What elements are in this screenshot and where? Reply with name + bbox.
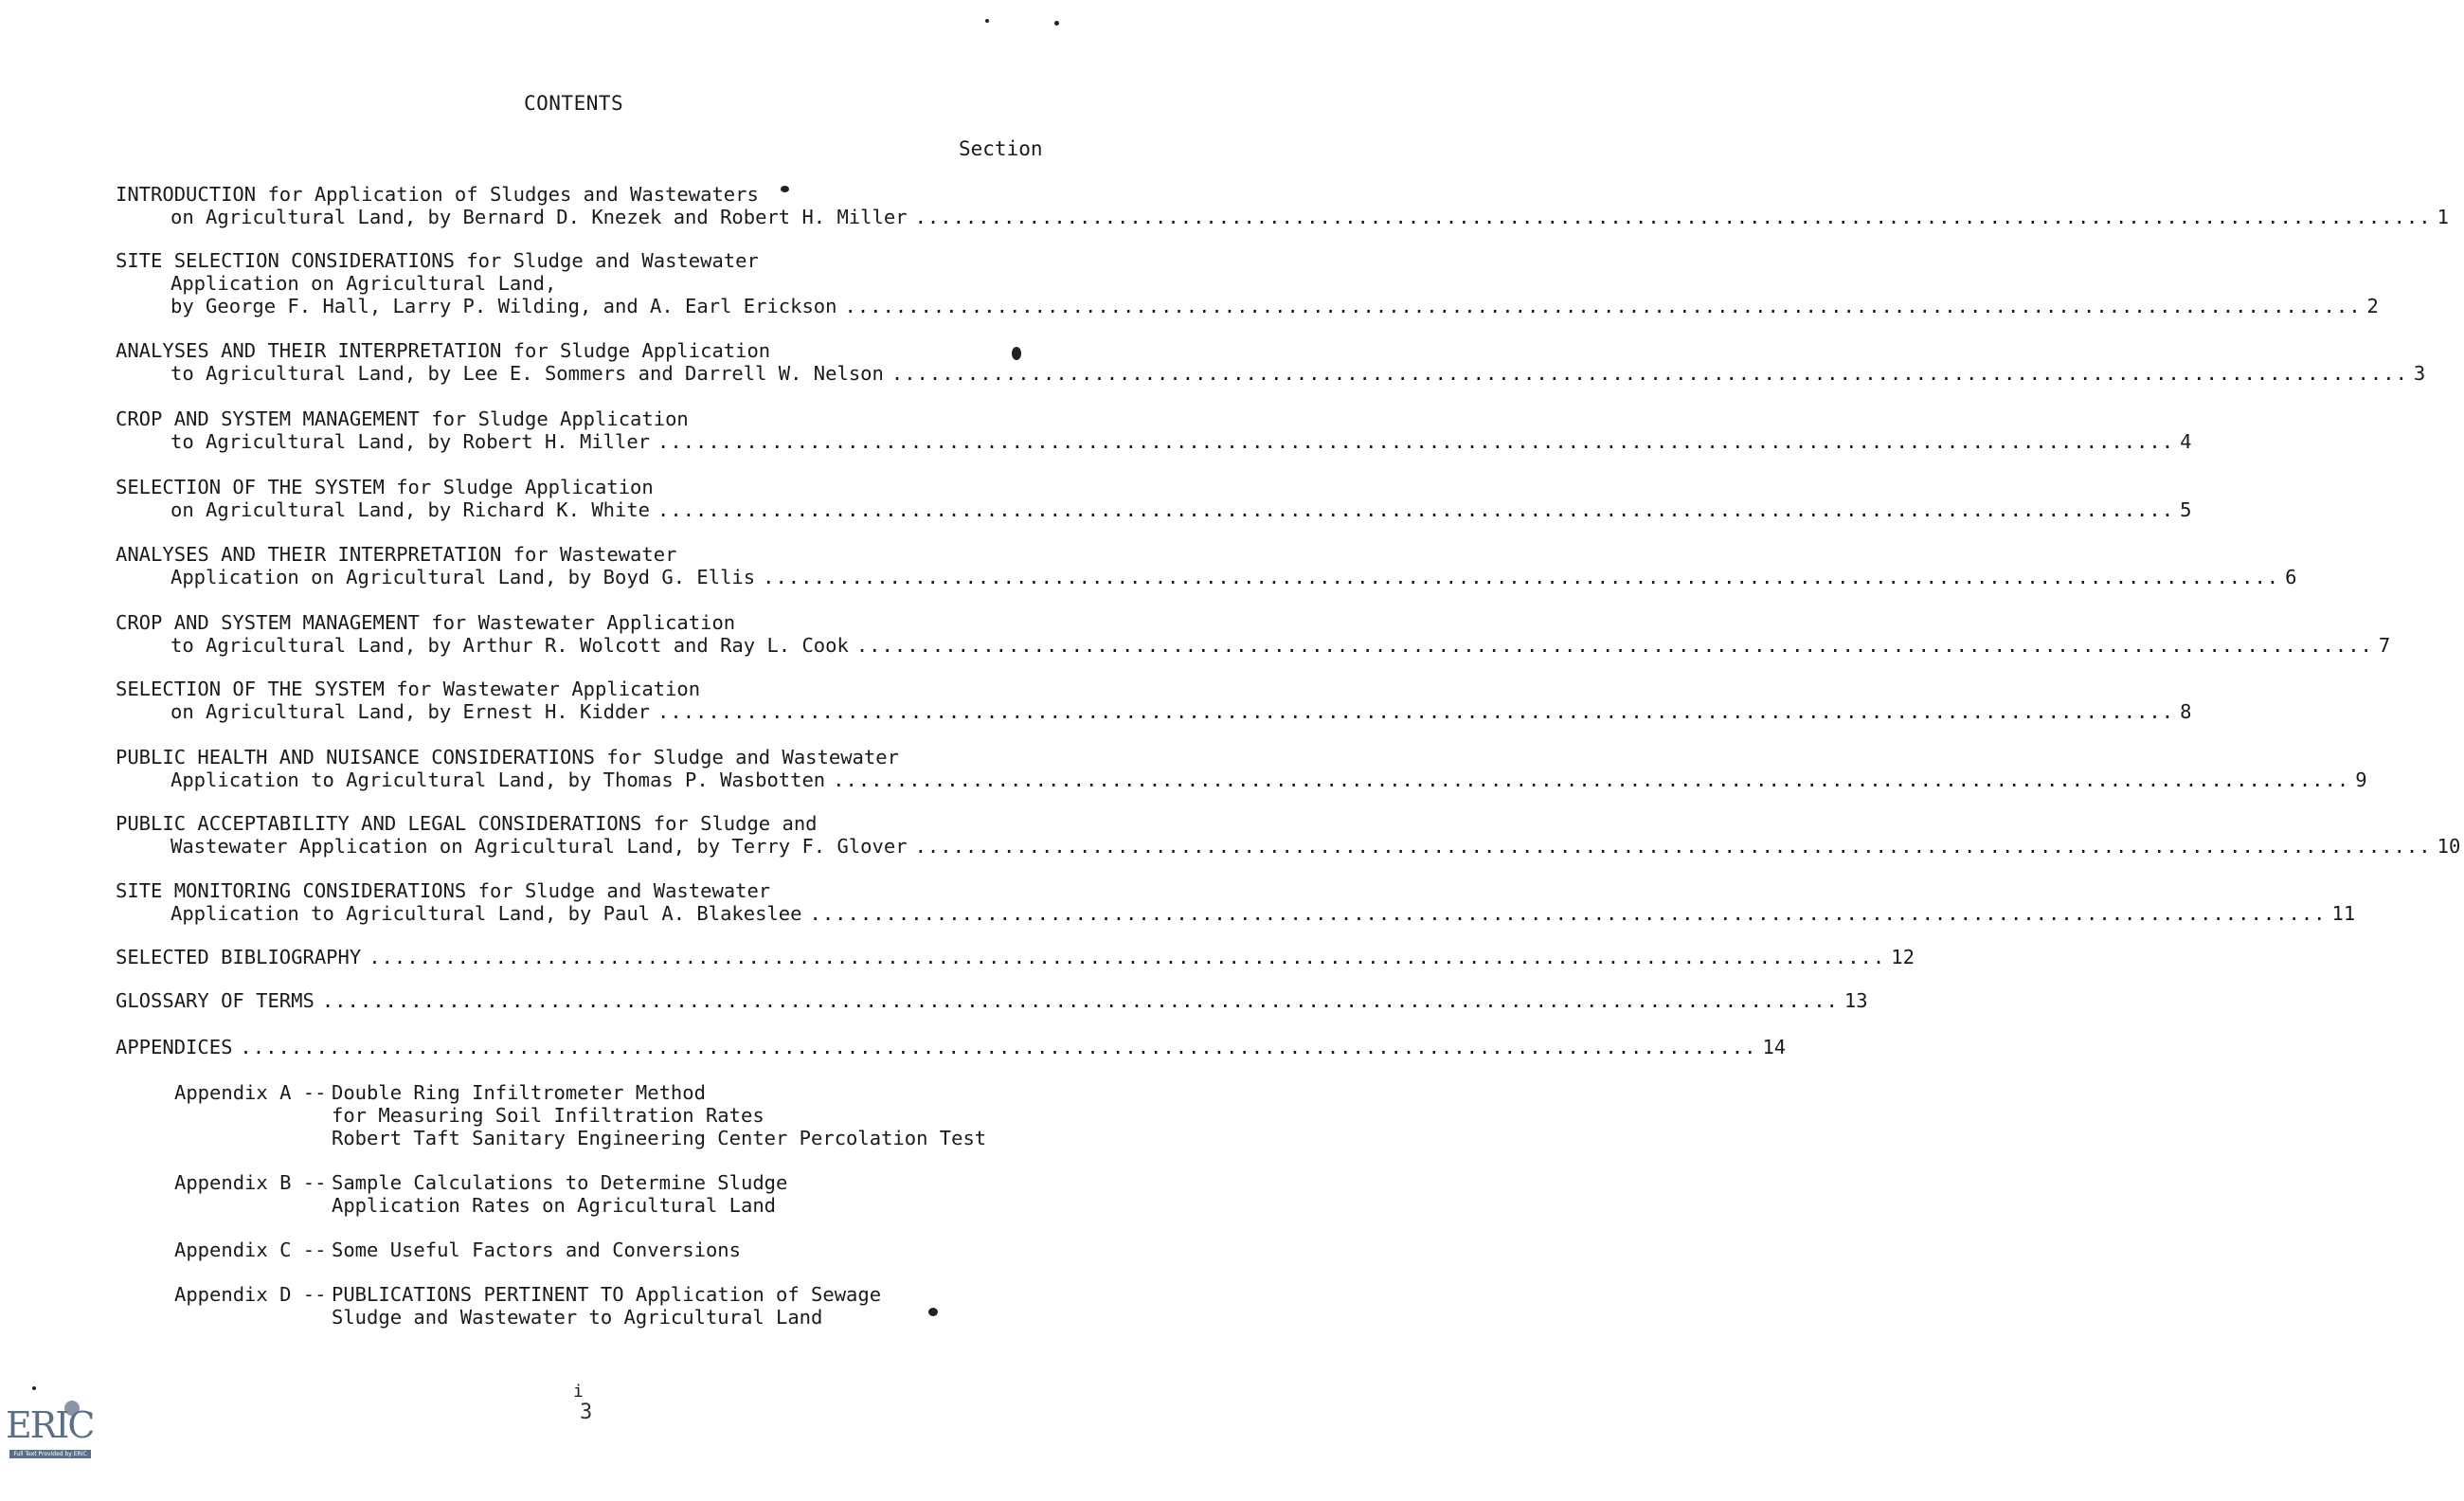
dot-leader: ........................................................................................................................: [914, 206, 2432, 228]
toc-entry: [116, 1036, 1787, 1058]
appendix-description-line: Application Rates on Agricultural Land: [332, 1194, 776, 1217]
appendix-entry: [174, 1171, 787, 1217]
appendix-description: [332, 1239, 741, 1261]
scan-speck: [781, 186, 789, 192]
appendix-description-line: Double Ring Infiltrometer Method: [332, 1081, 706, 1104]
toc-entry: [116, 611, 2391, 657]
section-number: 8: [2180, 700, 2192, 723]
dot-leader: ........................................................................................................................: [844, 295, 2362, 317]
section-column-header: Section: [959, 137, 1043, 160]
toc-entry-title-line: CROP AND SYSTEM MANAGEMENT for Sludge Application: [116, 407, 689, 430]
appendix-description-line: Robert Taft Sanitary Engineering Center Percolation Test: [332, 1127, 987, 1149]
scan-speck: [1012, 347, 1021, 360]
toc-entry: [116, 476, 2192, 521]
toc-entry-text: by George F. Hall, Larry P. Wilding, and A. Earl Erickson: [171, 295, 837, 317]
scan-speck: [1054, 21, 1059, 26]
appendix-description-line: Sludge and Wastewater to Agricultural Land: [332, 1306, 823, 1329]
toc-entry: [116, 989, 1868, 1012]
toc-entry: [116, 678, 2192, 723]
section-number: 14: [1762, 1036, 1787, 1058]
appendix-entry: [174, 1081, 986, 1149]
toc-entry-last-line: [116, 769, 2367, 791]
toc-entry-last-line: [116, 989, 1868, 1012]
toc-entry-text: APPENDICES: [116, 1036, 233, 1058]
toc-entry: [116, 183, 2449, 228]
appendix-label: Appendix A --: [174, 1081, 327, 1104]
toc-entry-last-line: [116, 295, 2379, 317]
page-number-secondary: 3: [580, 1401, 593, 1424]
toc-entry-last-line: [116, 362, 2426, 385]
appendix-description-line: Some Useful Factors and Conversions: [332, 1239, 741, 1261]
toc-entry-title-line: INTRODUCTION for Application of Sludges and Wastewaters: [116, 183, 759, 206]
eric-logo: [6, 1401, 97, 1461]
dot-leader: ........................................................................................................................: [914, 835, 2432, 858]
toc-entry-last-line: [116, 206, 2449, 228]
section-number: 6: [2285, 566, 2297, 588]
toc-entry-title-line: SITE SELECTION CONSIDERATIONS for Sludge and Wastewater: [116, 249, 759, 272]
section-number: 9: [2355, 769, 2367, 791]
appendix-description: [332, 1081, 986, 1149]
toc-entry-title-line: SITE MONITORING CONSIDERATIONS for Sludge and Wastewater: [116, 879, 771, 902]
toc-entry: [116, 746, 2367, 791]
toc-entry: [116, 812, 2461, 858]
toc-entry: [116, 946, 1915, 968]
section-number: 5: [2180, 498, 2192, 521]
section-number: 10: [2437, 835, 2461, 858]
toc-entry-last-line: [116, 946, 1915, 968]
appendix-label: Appendix C --: [174, 1239, 327, 1261]
scan-speck: [928, 1308, 938, 1316]
toc-entry-text: on Agricultural Land, by Ernest H. Kidder: [171, 700, 651, 723]
appendix-description: [332, 1171, 787, 1217]
toc-entry-last-line: [116, 634, 2391, 657]
dot-leader: ........................................................................................................................: [369, 946, 1886, 968]
appendix-label: Appendix B --: [174, 1171, 327, 1194]
toc-entry: [116, 879, 2356, 925]
toc-entry-title-line: ANALYSES AND THEIR INTERPRETATION for Sludge Application: [116, 339, 771, 362]
toc-entry-title-line: CROP AND SYSTEM MANAGEMENT for Wastewater Application: [116, 611, 736, 634]
toc-entry-last-line: [116, 700, 2192, 723]
dot-leader: ........................................................................................................................: [657, 498, 2175, 521]
toc-entry-text: to Agricultural Land, by Lee E. Sommers and Darrell W. Nelson: [171, 362, 884, 385]
appendix-label: Appendix D --: [174, 1283, 327, 1306]
toc-entry-last-line: [116, 1036, 1787, 1058]
section-number: 13: [1844, 989, 1868, 1012]
toc-entry-text: to Agricultural Land, by Robert H. Miller: [171, 430, 651, 453]
toc-entry-text: on Agricultural Land, by Richard K. White: [171, 498, 651, 521]
toc-entry-text: Wastewater Application on Agricultural Land, by Terry F. Glover: [171, 835, 908, 858]
toc-entry-title-line: SELECTION OF THE SYSTEM for Wastewater Application: [116, 678, 701, 700]
scan-speck: [32, 1386, 36, 1390]
page-number: i: [573, 1382, 584, 1402]
section-number: 1: [2437, 206, 2449, 228]
appendix-description-line: for Measuring Soil Infiltration Rates: [332, 1104, 764, 1127]
toc-entry-title-line: Application on Agricultural Land,: [171, 272, 557, 295]
dot-leader: ........................................................................................................................: [657, 700, 2175, 723]
dot-leader: ........................................................................................................................: [763, 566, 2280, 588]
section-number: 12: [1891, 946, 1915, 968]
section-number: 2: [2366, 295, 2379, 317]
page-title: CONTENTS: [524, 92, 624, 115]
toc-entry: [116, 339, 2426, 385]
toc-entry: [116, 543, 2297, 588]
section-number: 7: [2378, 634, 2391, 657]
eric-logo-tagline: Full Text Provided by ERIC: [9, 1450, 91, 1458]
toc-entry-last-line: [116, 835, 2461, 858]
toc-entry-text: Application to Agricultural Land, by Paul A. Blakeslee: [171, 902, 802, 925]
dot-leader: ........................................................................................................................: [240, 1036, 1757, 1058]
appendix-description-line: PUBLICATIONS PERTINENT TO Application of Sewage: [332, 1283, 882, 1306]
appendix-entry: [174, 1239, 741, 1261]
section-number: 11: [2331, 902, 2356, 925]
appendix-entry: [174, 1283, 881, 1329]
eric-logo-text: ERIC: [6, 1404, 94, 1446]
toc-entry-last-line: [116, 902, 2356, 925]
toc-entry-text: Application on Agricultural Land, by Boyd G. Ellis: [171, 566, 756, 588]
dot-leader: ........................................................................................................................: [890, 362, 2408, 385]
toc-entry-text: on Agricultural Land, by Bernard D. Knezek and Robert H. Miller: [171, 206, 908, 228]
toc-entry-title-line: PUBLIC ACCEPTABILITY AND LEGAL CONSIDERATIONS for Sludge and: [116, 812, 818, 835]
toc-entry: [116, 407, 2192, 453]
toc-entry-text: SELECTED BIBLIOGRAPHY: [116, 946, 362, 968]
section-number: 3: [2413, 362, 2426, 385]
toc-entry: [116, 249, 2379, 317]
dot-leader: ........................................................................................................................: [321, 989, 1839, 1012]
appendix-description-line: Sample Calculations to Determine Sludge: [332, 1171, 788, 1194]
toc-entry-text: GLOSSARY OF TERMS: [116, 989, 315, 1012]
dot-leader: ........................................................................................................................: [809, 902, 2327, 925]
toc-entry-last-line: [116, 430, 2192, 453]
dot-leader: ........................................................................................................................: [855, 634, 2373, 657]
toc-entry-title-line: SELECTION OF THE SYSTEM for Sludge Application: [116, 476, 654, 498]
toc-entry-text: Application to Agricultural Land, by Thomas P. Wasbotten: [171, 769, 826, 791]
toc-entry-last-line: [116, 498, 2192, 521]
toc-entry-title-line: ANALYSES AND THEIR INTERPRETATION for Wastewater: [116, 543, 677, 566]
section-number: 4: [2180, 430, 2192, 453]
dot-leader: ........................................................................................................................: [657, 430, 2175, 453]
toc-entry-title-line: PUBLIC HEALTH AND NUISANCE CONSIDERATIONS for Sludge and Wastewater: [116, 746, 899, 769]
appendix-description: [332, 1283, 881, 1329]
scan-speck: [985, 19, 989, 23]
dot-leader: ........................................................................................................................: [833, 769, 2350, 791]
toc-entry-last-line: [116, 566, 2297, 588]
toc-entry-text: to Agricultural Land, by Arthur R. Wolcott and Ray L. Cook: [171, 634, 849, 657]
